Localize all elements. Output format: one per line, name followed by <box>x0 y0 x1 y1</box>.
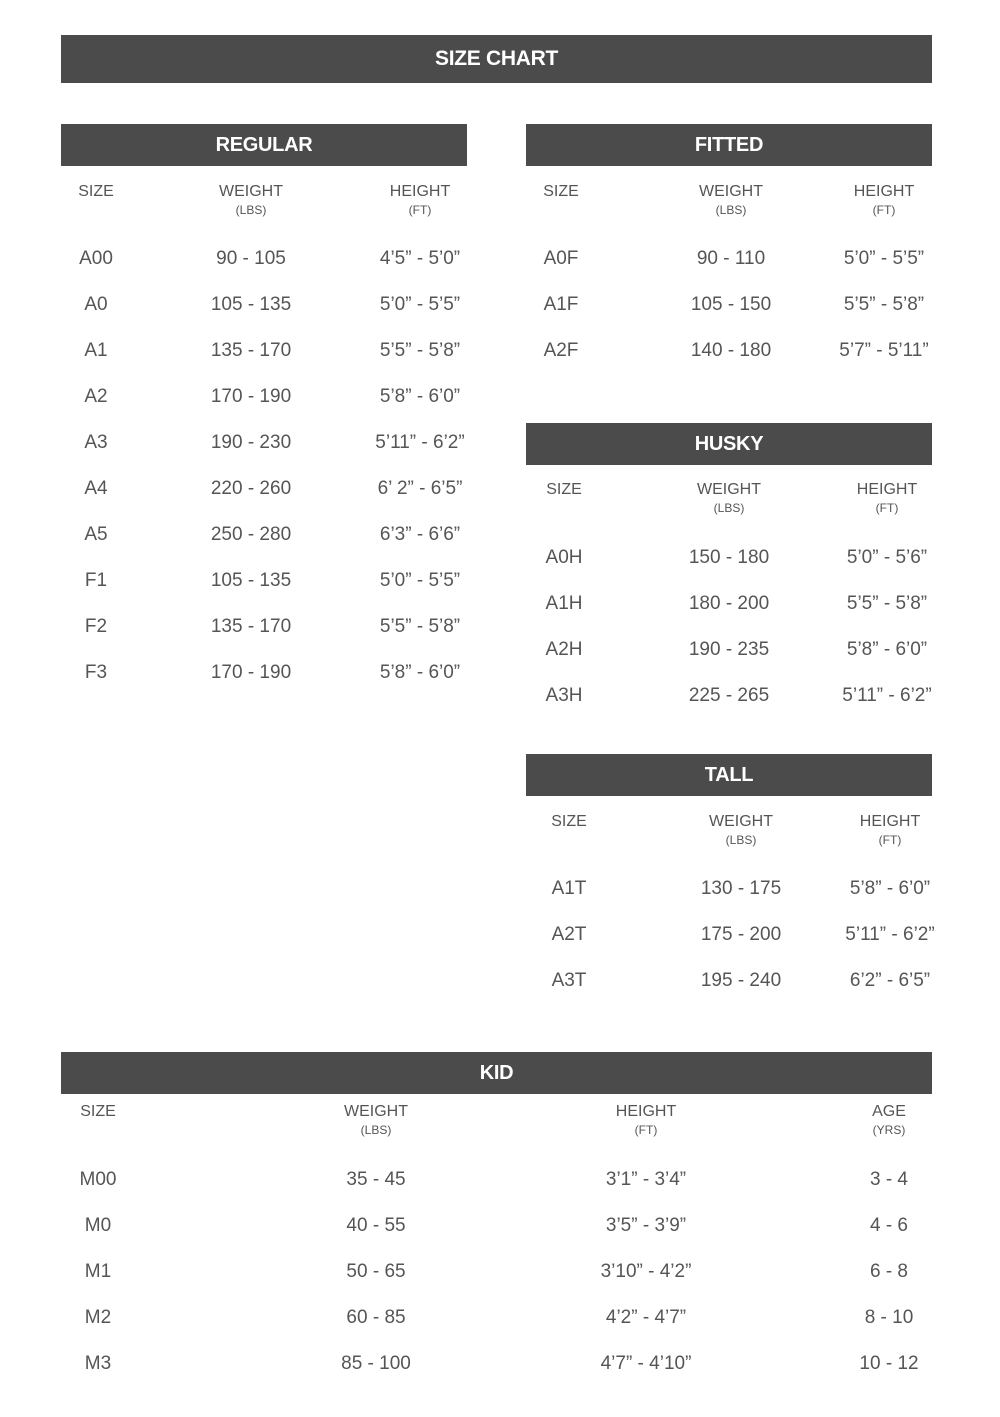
regular-column-header-size: SIZE <box>78 183 114 200</box>
tall-table-cell: 130 - 175 <box>700 878 782 899</box>
husky-table-cell: 225 - 265 <box>688 685 770 706</box>
tall-table-cell: 5’8” - 6’0” <box>849 878 931 899</box>
regular-table-cell: 105 - 135 <box>210 570 292 591</box>
regular-table-cell: 5’0” - 5’5” <box>379 570 461 591</box>
regular-table-cell: A3 <box>84 432 108 453</box>
kid-column-unit-age: (YRS) <box>872 1123 906 1137</box>
tall-column-header-size: SIZE <box>551 813 587 830</box>
kid-table-cell: 85 - 100 <box>341 1353 411 1374</box>
tall-column-unit-height: (FT) <box>878 833 902 847</box>
kid-column-header-height: HEIGHT <box>615 1103 677 1120</box>
kid-table-cell: 6 - 8 <box>869 1261 909 1282</box>
tall-table-cell: A1T <box>551 878 587 899</box>
fitted-table-cell: 5’5” - 5’8” <box>843 294 925 315</box>
kid-table-header-bar <box>61 1052 932 1094</box>
fitted-column-header-size: SIZE <box>543 183 579 200</box>
regular-table-header-bar <box>61 124 467 166</box>
regular-table-cell: 220 - 260 <box>210 478 292 499</box>
husky-column-header-height: HEIGHT <box>856 481 918 498</box>
kid-table-cell: M1 <box>84 1261 112 1282</box>
fitted-table-cell: A2F <box>543 340 579 361</box>
tall-column-unit-weight: (LBS) <box>725 833 757 847</box>
regular-table-cell: 6’ 2” - 6’5” <box>377 478 463 499</box>
regular-table-cell: A2 <box>84 386 108 407</box>
regular-table-cell: A4 <box>84 478 108 499</box>
husky-table-header-bar <box>526 423 932 465</box>
regular-table-title: REGULAR <box>215 133 313 156</box>
regular-table-cell: 5’5” - 5’8” <box>379 340 461 361</box>
kid-table-cell: 8 - 10 <box>864 1307 914 1328</box>
regular-table-cell: 5’11” - 6’2” <box>375 432 465 453</box>
fitted-table-cell: 5’0” - 5’5” <box>843 248 925 269</box>
fitted-table-title: FITTED <box>694 133 764 156</box>
regular-table-cell: F2 <box>84 616 108 637</box>
tall-table-cell: 6’2” - 6’5” <box>849 970 931 991</box>
regular-table-cell: 5’8” - 6’0” <box>379 386 461 407</box>
page-title: SIZE CHART <box>434 47 558 70</box>
husky-table-cell: 190 - 235 <box>688 639 770 660</box>
husky-table-cell: 5’0” - 5’6” <box>846 547 928 568</box>
tall-column-header-weight: WEIGHT <box>709 813 773 830</box>
husky-table-cell: A0H <box>545 547 583 568</box>
regular-column-header-weight: WEIGHT <box>219 183 283 200</box>
regular-column-header-height: HEIGHT <box>389 183 451 200</box>
regular-table-cell: 135 - 170 <box>210 340 292 361</box>
regular-table-cell: 170 - 190 <box>210 662 292 683</box>
kid-table-cell: 4’2” - 4’7” <box>605 1307 687 1328</box>
husky-table-cell: A2H <box>545 639 583 660</box>
kid-column-header-weight: WEIGHT <box>344 1103 408 1120</box>
regular-table-cell: 170 - 190 <box>210 386 292 407</box>
kid-table-cell: M0 <box>84 1215 112 1236</box>
regular-table-cell: 190 - 230 <box>210 432 292 453</box>
husky-table-cell: A1H <box>545 593 583 614</box>
fitted-table-header-bar <box>526 124 932 166</box>
regular-table-cell: 105 - 135 <box>210 294 292 315</box>
tall-table-cell: 195 - 240 <box>700 970 782 991</box>
regular-table-cell: 250 - 280 <box>210 524 292 545</box>
kid-table-cell: 60 - 85 <box>346 1307 406 1328</box>
husky-table-title: HUSKY <box>694 432 764 455</box>
husky-table-cell: 5’8” - 6’0” <box>846 639 928 660</box>
kid-table-cell: 10 - 12 <box>859 1353 919 1374</box>
kid-table-cell: 3’10” - 4’2” <box>600 1261 692 1282</box>
tall-table-cell: 175 - 200 <box>700 924 782 945</box>
regular-column-unit-height: (FT) <box>408 203 432 217</box>
tall-table-title: TALL <box>704 763 754 786</box>
kid-table-cell: 3 - 4 <box>869 1169 909 1190</box>
kid-column-header-size: SIZE <box>80 1103 116 1120</box>
kid-table-cell: 50 - 65 <box>346 1261 406 1282</box>
regular-table-cell: A00 <box>79 248 113 269</box>
fitted-table-cell: 140 - 180 <box>690 340 772 361</box>
kid-column-header-age: AGE <box>872 1103 906 1120</box>
kid-table-cell: M3 <box>84 1353 112 1374</box>
kid-column-unit-height: (FT) <box>634 1123 658 1137</box>
husky-table-cell: 150 - 180 <box>688 547 770 568</box>
kid-table-cell: M00 <box>79 1169 117 1190</box>
husky-column-header-size: SIZE <box>546 481 582 498</box>
regular-table-cell: 5’0” - 5’5” <box>379 294 461 315</box>
fitted-column-header-weight: WEIGHT <box>699 183 763 200</box>
tall-table-header-bar <box>526 754 932 796</box>
fitted-column-header-height: HEIGHT <box>853 183 915 200</box>
regular-table-cell: 5’5” - 5’8” <box>379 616 461 637</box>
kid-table-cell: 40 - 55 <box>346 1215 406 1236</box>
kid-table-cell: 4 - 6 <box>869 1215 909 1236</box>
husky-column-unit-weight: (LBS) <box>713 501 745 515</box>
husky-table-cell: 5’5” - 5’8” <box>846 593 928 614</box>
regular-table-cell: 4’5” - 5’0” <box>379 248 461 269</box>
regular-table-cell: 90 - 105 <box>216 248 286 269</box>
fitted-table-cell: 105 - 150 <box>690 294 772 315</box>
fitted-column-unit-height: (FT) <box>872 203 896 217</box>
regular-table-cell: A5 <box>84 524 108 545</box>
tall-table-cell: 5’11” - 6’2” <box>845 924 935 945</box>
tall-table-cell: A2T <box>551 924 587 945</box>
regular-table-cell: F3 <box>84 662 108 683</box>
fitted-column-unit-weight: (LBS) <box>715 203 747 217</box>
husky-column-header-weight: WEIGHT <box>697 481 761 498</box>
regular-table-cell: A0 <box>84 294 108 315</box>
husky-table-cell: 5’11” - 6’2” <box>842 685 932 706</box>
regular-column-unit-weight: (LBS) <box>235 203 267 217</box>
size-chart-title-bar <box>61 35 932 83</box>
fitted-table-cell: A0F <box>543 248 579 269</box>
regular-table-cell: F1 <box>84 570 108 591</box>
regular-table-cell: A1 <box>84 340 108 361</box>
fitted-table-cell: 90 - 110 <box>696 248 766 269</box>
husky-table-cell: 180 - 200 <box>688 593 770 614</box>
regular-table-cell: 6’3” - 6’6” <box>379 524 461 545</box>
kid-table-cell: 4’7” - 4’10” <box>600 1353 692 1374</box>
fitted-table-cell: 5’7” - 5’11” <box>839 340 929 361</box>
kid-column-unit-weight: (LBS) <box>360 1123 392 1137</box>
kid-table-cell: 3’5” - 3’9” <box>605 1215 687 1236</box>
kid-table-cell: 3’1” - 3’4” <box>605 1169 687 1190</box>
kid-table-cell: 35 - 45 <box>346 1169 406 1190</box>
kid-table-title: KID <box>479 1061 514 1084</box>
fitted-table-cell: A1F <box>543 294 579 315</box>
tall-table-cell: A3T <box>551 970 587 991</box>
tall-column-header-height: HEIGHT <box>859 813 921 830</box>
kid-table-cell: M2 <box>84 1307 112 1328</box>
regular-table-cell: 135 - 170 <box>210 616 292 637</box>
husky-column-unit-height: (FT) <box>875 501 899 515</box>
husky-table-cell: A3H <box>545 685 583 706</box>
regular-table-cell: 5’8” - 6’0” <box>379 662 461 683</box>
